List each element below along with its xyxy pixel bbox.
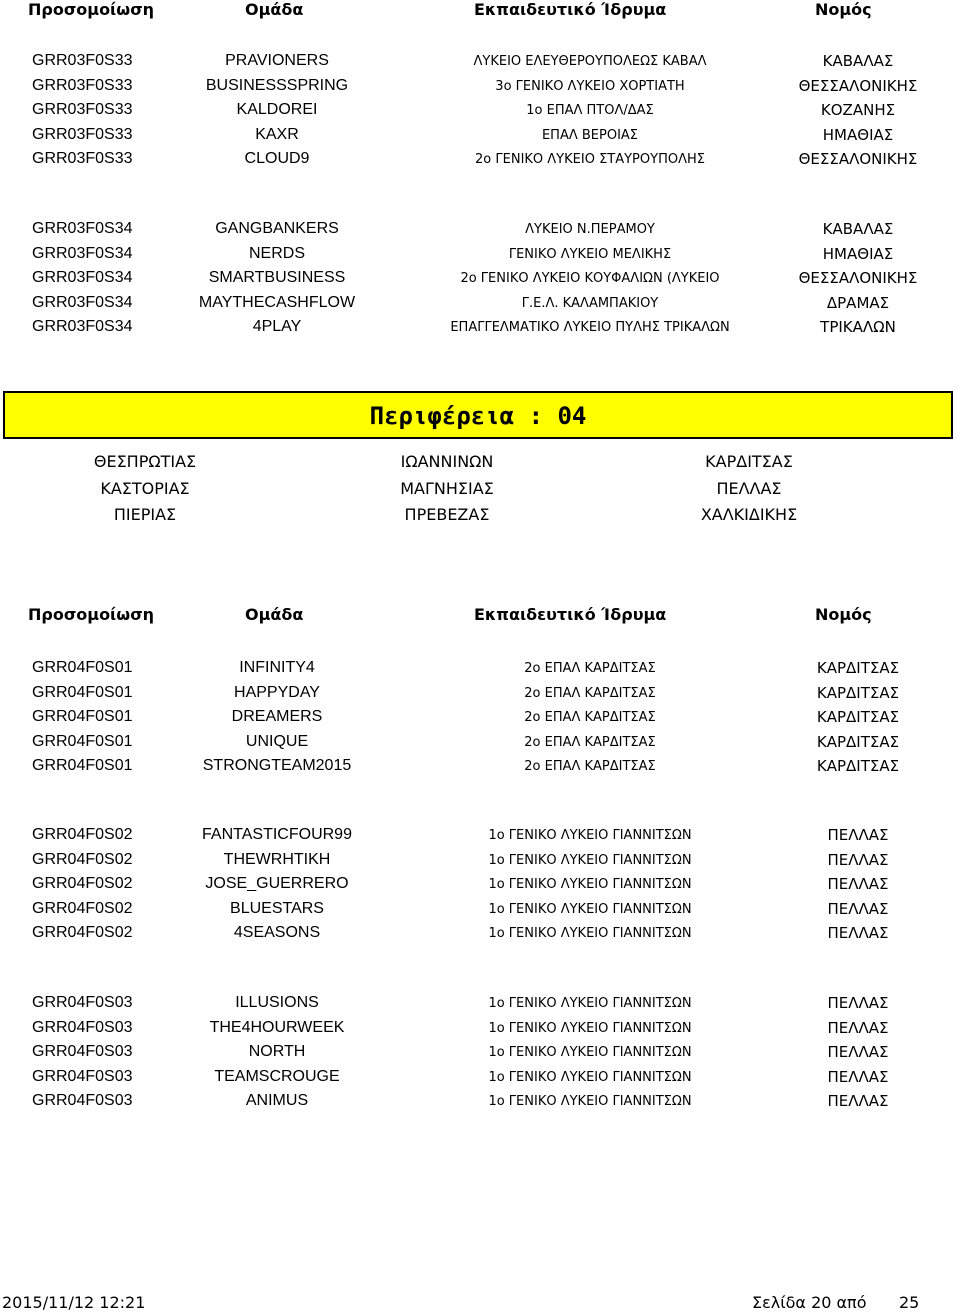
institution-cell: 3ο ΓΕΝΙΚΟ ΛΥΚΕΙΟ ΧΟΡΤΙΑΤΗ [495,78,685,94]
institution-cell: 1ο ΓΕΝΙΚΟ ΛΥΚΕΙΟ ΓΙΑΝΝΙΤΣΩΝ [488,852,692,868]
team-cell: MAYTHECASHFLOW [198,293,356,311]
simulation-cell: GRR03F0S34 [32,318,133,336]
team-cell: SMARTBUSINESS [208,269,346,287]
county-cell: ΠΕΛΛΑΣ [827,899,889,918]
institution-cell: 1ο ΓΕΝΙΚΟ ΛΥΚΕΙΟ ΓΙΑΝΝΙΤΣΩΝ [488,828,692,843]
table-row [0,733,960,755]
footer-total-pages: 25 [899,1293,920,1312]
institution-cell: 2ο ΕΠΑΛ ΚΑΡΔΙΤΣΑΣ [524,759,656,775]
team-cell: JOSE_GUERRERO [205,875,349,893]
simulation-cell: GRR04F0S03 [32,1067,133,1085]
simulation-cell: GRR04F0S01 [32,732,133,750]
team-cell: CLOUD9 [244,150,310,168]
simulation-cell: GRR03F0S33 [32,150,133,168]
team-cell: THEWRHTIKH [223,850,331,868]
team-cell: TEAMSCROUGE [214,1067,340,1085]
team-cell: INFINITY4 [239,659,315,676]
team-cell: 4PLAY [252,318,302,336]
county-cell: ΚΟΖΑΝΗΣ [820,101,896,120]
table-row [0,294,960,316]
county-cell: ΤΡΙΚΑΛΩΝ [820,318,896,337]
county-cell: ΠΕΛΛΑΣ [827,1092,889,1111]
institution-cell: 1ο ΕΠΑΛ ΠΤΟΛ/ΔΑΣ [526,103,654,119]
header-institution: Εκπαιδευτικό Ίδρυμα [474,0,667,19]
county-item: ΚΑΡΔΙΤΣΑΣ [705,452,793,471]
county-cell: ΠΕΛΛΑΣ [827,826,889,844]
team-cell: KALDOREI [236,101,318,119]
county-item: ΜΑΓΝΗΣΙΑΣ [400,479,494,498]
county-cell: ΘΕΣΣΑΛΟΝΙΚΗΣ [798,150,918,169]
team-cell: DREAMERS [231,708,323,726]
table-row [0,994,960,1016]
simulation-cell: GRR03F0S34 [32,269,133,287]
simulation-cell: GRR03F0S34 [32,244,133,262]
team-cell: UNIQUE [245,732,309,750]
header-team: Ομάδα [245,605,304,624]
table-row [0,826,960,848]
table-row [0,101,960,123]
institution-cell: ΕΠΑΓΓΕΛΜΑΤΙΚΟ ΛΥΚΕΙΟ ΠΥΛΗΣ ΤΡΙΚΑΛΩΝ [450,320,730,336]
institution-cell: ΛΥΚΕΙΟ Ν.ΠΕΡΑΜΟΥ [525,222,655,237]
institution-cell: 2ο ΕΠΑΛ ΚΑΡΔΙΤΣΑΣ [524,661,656,676]
simulation-cell: GRR03F0S33 [32,52,133,69]
institution-cell: 2ο ΕΠΑΛ ΚΑΡΔΙΤΣΑΣ [524,734,656,750]
county-cell: ΚΑΡΔΙΤΣΑΣ [816,757,900,776]
county-item: ΧΑΛΚΙΔΙΚΗΣ [700,505,798,524]
team-cell: FANTASTICFOUR99 [202,826,352,843]
simulation-cell: GRR03F0S34 [32,220,133,237]
simulation-cell: GRR03F0S34 [32,293,133,311]
team-cell: NERDS [248,244,306,262]
table-row [0,1043,960,1065]
county-cell: ΔΡΑΜΑΣ [826,293,890,312]
institution-cell: 1ο ΓΕΝΙΚΟ ΛΥΚΕΙΟ ΓΙΑΝΝΙΤΣΩΝ [488,926,692,942]
county-cell: ΗΜΑΘΙΑΣ [822,244,894,263]
county-cell: ΠΕΛΛΑΣ [827,924,889,943]
institution-cell: 1ο ΓΕΝΙΚΟ ΛΥΚΕΙΟ ΓΙΑΝΝΙΤΣΩΝ [488,1020,692,1036]
team-cell: KAXR [255,125,299,143]
header-institution: Εκπαιδευτικό Ίδρυμα [474,605,667,624]
table-row [0,924,960,946]
table-row [0,150,960,172]
simulation-cell: GRR04F0S03 [32,994,133,1011]
team-cell: STRONGTEAM2015 [202,757,352,775]
table-row [0,220,960,242]
county-item: ΠΡΕΒΕΖΑΣ [404,505,490,524]
simulation-cell: GRR04F0S03 [32,1092,133,1110]
table-row [0,1019,960,1041]
county-item: ΙΩΑΝΝΙΝΩΝ [400,452,494,471]
institution-cell: Γ.Ε.Λ. ΚΑΛΑΜΠΑΚΙΟΥ [521,295,659,311]
table-row [0,1068,960,1090]
table-row [0,757,960,779]
institution-cell: 1ο ΓΕΝΙΚΟ ΛΥΚΕΙΟ ΓΙΑΝΝΙΤΣΩΝ [488,901,692,917]
institution-cell: 2ο ΕΠΑΛ ΚΑΡΔΙΤΣΑΣ [524,710,656,726]
table-row [0,684,960,706]
simulation-cell: GRR04F0S01 [32,708,133,726]
header-simulation: Προσομοίωση [28,605,155,624]
simulation-cell: GRR03F0S33 [32,76,133,94]
table-row [0,269,960,291]
simulation-cell: GRR04F0S02 [32,899,133,917]
county-cell: ΗΜΑΘΙΑΣ [822,125,894,144]
county-cell: ΚΑΡΔΙΤΣΑΣ [816,708,900,727]
simulation-cell: GRR04F0S03 [32,1043,133,1061]
team-cell: ANIMUS [245,1092,309,1110]
footer-page-label: Σελίδα 20 από [752,1293,867,1312]
county-cell: ΠΕΛΛΑΣ [827,1043,889,1062]
team-cell: BUSINESSSPRING [205,76,349,94]
simulation-cell: GRR04F0S02 [32,875,133,893]
table-row [0,52,960,74]
team-cell: HAPPYDAY [234,683,320,701]
table-row [0,1092,960,1114]
institution-cell: 2ο ΓΕΝΙΚΟ ΛΥΚΕΙΟ ΣΤΑΥΡΟΥΠΟΛΗΣ [475,152,705,168]
institution-cell: ΓΕΝΙΚΟ ΛΥΚΕΙΟ ΜΕΛΙΚΗΣ [508,246,672,262]
team-cell: THE4HOURWEEK [209,1018,345,1036]
simulation-cell: GRR04F0S01 [32,683,133,701]
team-cell: 4SEASONS [233,924,321,942]
team-cell: GANGBANKERS [215,220,339,237]
team-cell: BLUESTARS [230,899,324,917]
region-title: Περιφέρεια : 04 [369,402,587,430]
county-cell: ΚΑΒΑΛΑΣ [822,52,894,70]
county-cell: ΚΑΡΔΙΤΣΑΣ [816,659,900,677]
table-row [0,900,960,922]
county-cell: ΚΑΒΑΛΑΣ [822,220,894,238]
institution-cell: 1ο ΓΕΝΙΚΟ ΛΥΚΕΙΟ ΓΙΑΝΝΙΤΣΩΝ [488,877,692,893]
county-cell: ΚΑΡΔΙΤΣΑΣ [816,732,900,751]
team-cell: NORTH [248,1043,306,1061]
table-row [0,708,960,730]
simulation-cell: GRR04F0S01 [32,659,133,676]
table-row [0,659,960,681]
county-cell: ΠΕΛΛΑΣ [827,1018,889,1037]
institution-cell: 1ο ΓΕΝΙΚΟ ΛΥΚΕΙΟ ΓΙΑΝΝΙΤΣΩΝ [488,1045,692,1061]
simulation-cell: GRR04F0S02 [32,826,133,843]
county-cell: ΠΕΛΛΑΣ [827,1067,889,1086]
county-cell: ΠΕΛΛΑΣ [827,875,889,894]
footer-timestamp: 2015/11/12 12:21 [2,1293,146,1312]
county-item: ΠΕΛΛΑΣ [716,479,782,498]
institution-cell: 1ο ΓΕΝΙΚΟ ΛΥΚΕΙΟ ΓΙΑΝΝΙΤΣΩΝ [488,1094,692,1110]
table-header [0,605,960,625]
county-cell: ΚΑΡΔΙΤΣΑΣ [816,683,900,702]
simulation-cell: GRR03F0S33 [32,101,133,119]
county-cell: ΘΕΣΣΑΛΟΝΙΚΗΣ [798,269,918,288]
header-county: Νομός [815,0,872,19]
table-row [0,875,960,897]
institution-cell: ΛΥΚΕΙΟ ΕΛΕΥΘΕΡΟΥΠΟΛΕΩΣ ΚΑΒΑΛ [473,54,707,69]
simulation-cell: GRR03F0S33 [32,125,133,143]
table-header [0,0,960,20]
county-item: ΚΑΣΤΟΡΙΑΣ [100,479,190,498]
table-row [0,126,960,148]
county-cell: ΠΕΛΛΑΣ [827,994,889,1012]
simulation-cell: GRR04F0S01 [32,757,133,775]
institution-cell: 1ο ΓΕΝΙΚΟ ΛΥΚΕΙΟ ΓΙΑΝΝΙΤΣΩΝ [488,1069,692,1085]
simulation-cell: GRR04F0S02 [32,924,133,942]
institution-cell: ΕΠΑΛ ΒΕΡΟΙΑΣ [541,127,639,143]
header-county: Νομός [815,605,872,624]
simulation-cell: GRR04F0S03 [32,1018,133,1036]
county-cell: ΠΕΛΛΑΣ [827,850,889,869]
team-cell: PRAVIONERS [225,52,329,69]
table-row [0,851,960,873]
table-row [0,77,960,99]
header-team: Ομάδα [245,0,304,19]
institution-cell: 2ο ΕΠΑΛ ΚΑΡΔΙΤΣΑΣ [524,685,656,701]
header-simulation: Προσομοίωση [28,0,155,19]
institution-cell: 2ο ΓΕΝΙΚΟ ΛΥΚΕΙΟ ΚΟΥΦΑΛΙΩΝ (ΛΥΚΕΙΟ [460,271,720,287]
institution-cell: 1ο ΓΕΝΙΚΟ ΛΥΚΕΙΟ ΓΙΑΝΝΙΤΣΩΝ [488,996,692,1011]
county-item: ΘΕΣΠΡΩΤΙΑΣ [93,452,197,471]
county-item: ΠΙΕΡΙΑΣ [113,505,177,524]
table-row [0,245,960,267]
table-row [0,318,960,340]
team-cell: ILLUSIONS [235,994,319,1011]
region-banner [3,391,953,439]
county-cell: ΘΕΣΣΑΛΟΝΙΚΗΣ [798,76,918,95]
simulation-cell: GRR04F0S02 [32,850,133,868]
